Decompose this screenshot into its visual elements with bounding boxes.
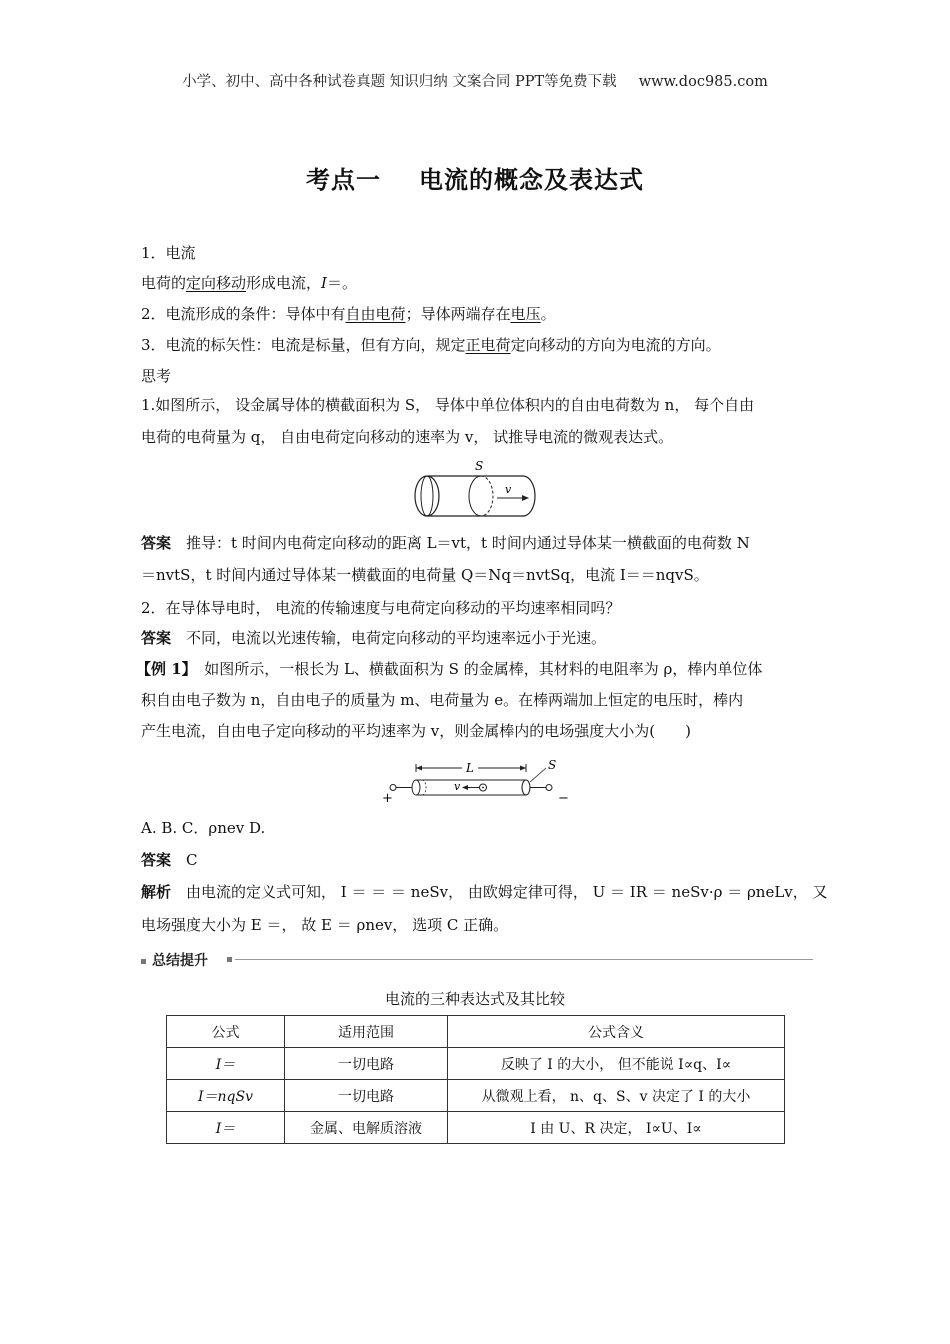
underline-free-charge: 自由电荷	[345, 305, 406, 323]
think-a1-line2: ＝nvtS，t 时间内通过导体某一横截面的电荷量 Q＝Nq＝nvtSq，电流 I＝＝nqvS。	[141, 566, 709, 584]
example-line2: 积自由电子数为 n，自由电子的质量为 m、电荷量为 e。在棒两端加上恒定的电压时，棒内	[141, 691, 744, 709]
example-analysis-line1: 解析 由电流的定义式可知， I ＝ ＝ ＝ neSv， 由欧姆定律可得， U ＝ IR ＝ neSv·ρ ＝ ρneLv， 又	[141, 883, 828, 901]
think-q1-line1: 1.如图所示， 设金属导体的横截面积为 S， 导体中单位体积内的自由电荷数为 n， 每个自由	[141, 396, 755, 414]
title-part1: 考点一	[306, 166, 381, 194]
think-q1-line2: 电荷的电荷量为 q， 自由电荷定向移动的速率为 v， 试推导电流的微观表达式。	[141, 428, 674, 446]
example-answer: 答案 C	[141, 851, 198, 869]
table-row: I＝nqSv 一切电路 从微观上看， n、q、S、v 决定了 I 的大小	[167, 1080, 785, 1112]
section1-heading: 1．电流	[141, 244, 196, 262]
underline-voltage: 电压	[510, 305, 541, 323]
fig2-l-label: L	[466, 761, 474, 775]
title-part2: 电流的概念及表达式	[419, 166, 644, 194]
section1-body: 电荷的定向移动形成电流，I＝。	[141, 274, 357, 292]
fig2-s-label: S	[548, 758, 557, 772]
section2-body: 2．电流形成的条件：导体中有自由电荷；导体两端存在电压。	[141, 305, 556, 323]
summary-divider	[141, 950, 813, 970]
example-line3: 产生电流，自由电子定向移动的平均速率为 v，则金属棒内的电场强度大小为( )	[141, 722, 691, 740]
think-label: 思考	[141, 367, 172, 385]
table-header-row: 公式 适用范围 公式含义	[167, 1016, 785, 1048]
page-header	[0, 70, 950, 91]
example-line1: 【例 1】 如图所示，一根长为 L、横截面积为 S 的金属棒，其材料的电阻率为 ρ，棒内单位体	[136, 660, 763, 678]
square-bullet-icon	[227, 957, 232, 962]
summary-label: 总结提升	[141, 950, 208, 970]
fig2-v-label: v	[454, 780, 461, 793]
fig1-v-label: v	[505, 483, 512, 496]
table-title: 电流的三种表达式及其比较	[384, 990, 565, 1008]
underline-directional-motion: 定向移动	[186, 274, 247, 292]
example-options: A. B. C．ρnev D.	[141, 819, 266, 837]
fig2-plus-label: +	[382, 791, 393, 806]
header-text: 小学、初中、高中各种试卷真题 知识归纳 文案合同 PPT等免费下载	[182, 74, 617, 90]
fig2-minus-label: −	[558, 791, 569, 806]
example-analysis-line2: 电场强度大小为 E ＝， 故 E ＝ ρnev， 选项 C 正确。	[141, 916, 509, 934]
comparison-table	[166, 1015, 785, 1144]
metal-rod-figure	[380, 756, 580, 806]
think-q2: 2．在导体导电时， 电流的传输速度与电荷定向移动的平均速率相同吗？	[141, 599, 621, 617]
underline-positive-charge: 正电荷	[465, 336, 511, 354]
table-row: I＝ 一切电路 反映了 I 的大小， 但不能说 I∝q、I∝	[167, 1048, 785, 1080]
square-bullet-icon	[141, 959, 146, 964]
conductor-cylinder-figure	[405, 458, 545, 522]
think-a1-line1: 答案 推导：t 时间内电荷定向移动的距离 L＝vt，t 时间内通过导体某一横截面的电荷数 N	[141, 534, 750, 552]
velocity-arrow-icon	[522, 495, 529, 501]
think-a2: 答案 不同，电流以光速传输，电荷定向移动的平均速率远小于光速。	[141, 629, 607, 647]
example-label: 【例 1】	[136, 660, 190, 678]
header-url[interactable]: www.doc985.com	[638, 74, 768, 90]
electron-velocity-arrow-icon	[462, 785, 468, 790]
table-row: I＝ 金属、电解质溶液 I 由 U、R 决定， I∝U、I∝	[167, 1112, 785, 1144]
page-title	[0, 160, 950, 195]
fig1-s-label: S	[475, 459, 484, 473]
section3-body: 3．电流的标矢性：电流是标量，但有方向，规定正电荷定向移动的方向为电流的方向。	[141, 336, 721, 354]
